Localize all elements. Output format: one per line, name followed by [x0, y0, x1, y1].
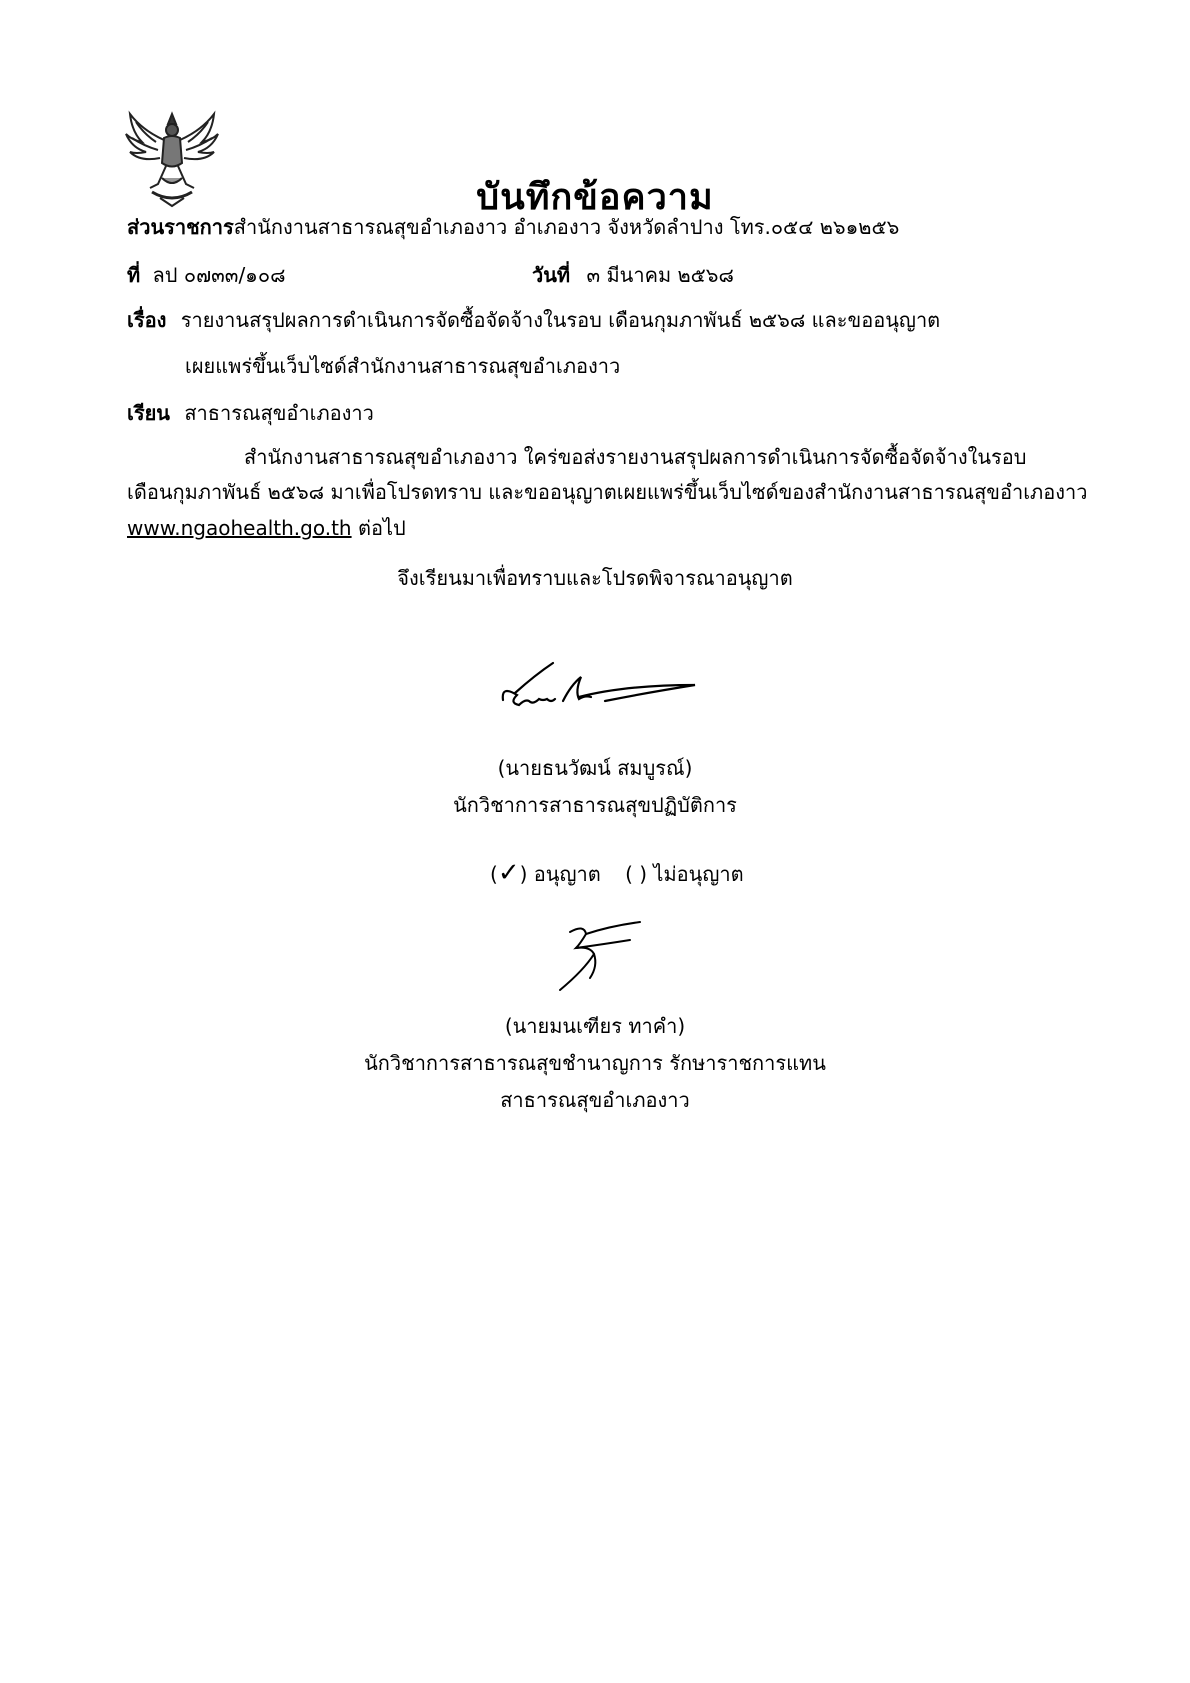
document-title: บันทึกข้อความ — [476, 177, 714, 218]
ref-label: ที่ — [127, 263, 141, 287]
date-value: ๓ มีนาคม ๒๕๖๘ — [586, 263, 734, 287]
to-label: เรียน — [127, 401, 170, 425]
to-value: สาธารณสุขอำเภองาว — [184, 401, 374, 425]
signer2-name: (นายมนเฑียร ทาคำ) — [504, 1014, 686, 1038]
body-line-1: สำนักงานสาธารณสุขอำเภองาว ใคร่ขอส่งรายงานสรุปผลการดำเนินการจัดซื้อจัดจ้างในรอบ — [244, 445, 1027, 469]
subject-label: เรื่อง — [127, 308, 167, 332]
body-line-2: เดือนกุมภาพันธ์ ๒๕๖๘ มาเพื่อโปรดทราบ และขออนุญาตเผยแพร่ขึ้นเว็บไซด์ของสำนักงานสาธารณสุขอำเภองาว — [127, 480, 1088, 504]
subject-text-1: รายงานสรุปผลการดำเนินการจัดซื้อจัดจ้างในรอบ เดือนกุมภาพันธ์ ๒๕๖๘ และขออนุญาต — [180, 308, 941, 332]
agency-value: สำนักงานสาธารณสุขอำเภองาว อำเภองาว จังหวัดลำปาง โทร.๐๕๔ ๒๖๑๒๕๖ — [233, 215, 900, 239]
signer1-name: (นายธนวัฒน์ สมบูรณ์) — [497, 756, 693, 780]
approval-line — [490, 858, 744, 890]
check-mark-icon: ✓ — [497, 858, 520, 888]
signature-1 — [495, 655, 705, 720]
body-tail: ต่อไป — [357, 516, 406, 540]
date-label: วันที่ — [532, 263, 571, 287]
signer2-office: สาธารณสุขอำเภองาว — [500, 1088, 690, 1112]
signature-2 — [550, 920, 660, 1000]
subject-line — [127, 304, 940, 336]
date-line — [532, 259, 734, 291]
body-line-3 — [127, 512, 406, 544]
subject-text-2: เผยแพร่ขึ้นเว็บไซด์สำนักงานสาธารณสุขอำเภองาว — [185, 354, 621, 378]
deny-option: ( ) ไม่อนุญาต — [625, 862, 744, 886]
signer2-position: นักวิชาการสาธารณสุขชำนาญการ รักษาราชการแทน — [364, 1051, 826, 1075]
signer1-position: นักวิชาการสาธารณสุขปฏิบัติการ — [453, 793, 737, 817]
agency-line — [127, 211, 899, 243]
to-line — [127, 397, 374, 429]
ref-value: ลป ๐๗๓๓/๑๐๘ — [152, 263, 286, 287]
ref-line — [127, 259, 286, 291]
approve-open-paren: ( — [490, 862, 498, 886]
website-link[interactable]: www.ngaohealth.go.th — [127, 516, 352, 540]
approve-option: ) อนุญาต — [519, 862, 601, 886]
closing-text: จึงเรียนมาเพื่อทราบและโปรดพิจารณาอนุญาต — [397, 566, 793, 590]
agency-label: ส่วนราชการ — [127, 215, 234, 239]
